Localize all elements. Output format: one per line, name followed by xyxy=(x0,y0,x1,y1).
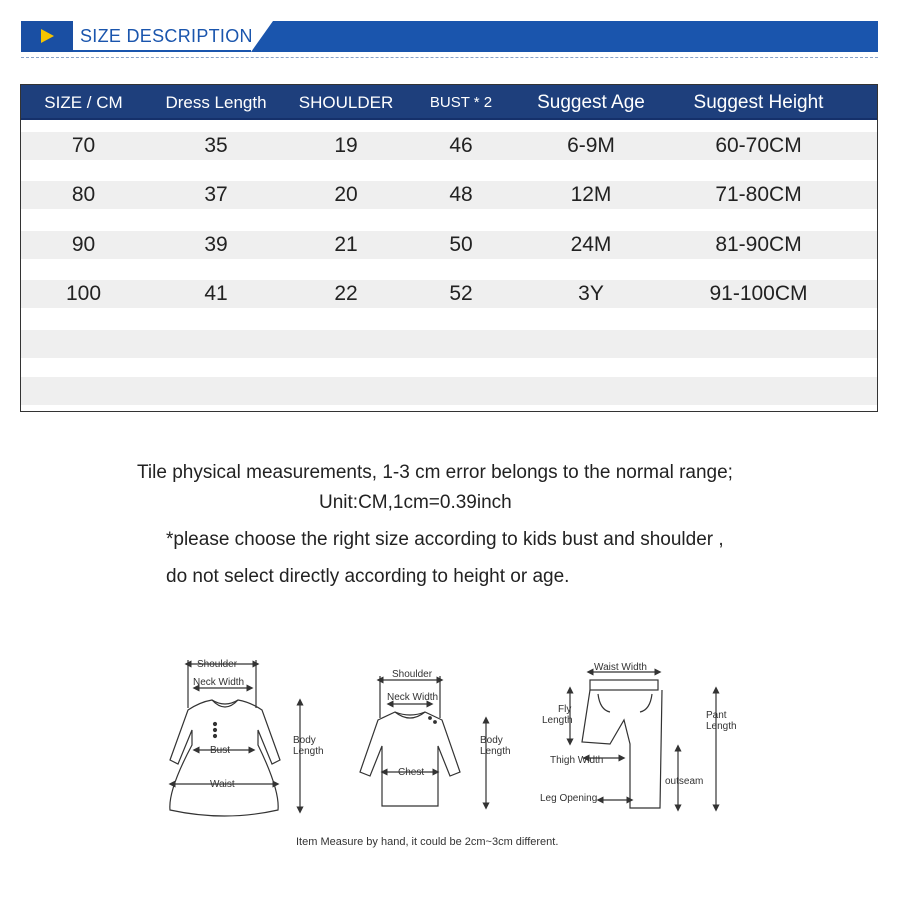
column-header-suggest-age: Suggest Age xyxy=(537,92,645,113)
table-row xyxy=(21,181,877,209)
column-header-size: SIZE / CM xyxy=(44,93,123,112)
table-cell: 48 xyxy=(449,183,473,206)
table-cell: 20 xyxy=(334,183,358,206)
label-shirt-neck: Neck Width xyxy=(387,692,439,703)
table-cell: 46 xyxy=(449,134,473,157)
note-do-not-select: do not select directly according to height or age. xyxy=(166,566,570,587)
table-cell: 24M xyxy=(570,233,612,256)
table-cell: 37 xyxy=(204,183,228,206)
table-row xyxy=(21,132,877,160)
label-pants-fly: Fly xyxy=(558,704,572,715)
label-dress-body: Body xyxy=(293,735,316,746)
table-cell: 52 xyxy=(449,282,473,305)
label-pants-pant: Pant xyxy=(706,710,727,721)
section-title: SIZE DESCRIPTION xyxy=(80,26,253,46)
banner-arrow-box xyxy=(21,21,73,52)
column-header-dress-length: Dress Length xyxy=(165,93,267,112)
table-header xyxy=(21,85,877,120)
banner-tab xyxy=(21,21,251,52)
table-cell: 39 xyxy=(204,233,228,256)
section-banner xyxy=(21,21,878,52)
table-cell: 12M xyxy=(570,183,612,206)
label-dress-neck: Neck Width xyxy=(193,677,245,688)
table-cell: 22 xyxy=(334,282,358,305)
table-cell: 81-90CM xyxy=(715,233,802,256)
note-tolerance: Tile physical measurements, 1-3 cm error belongs to the normal range; xyxy=(137,462,733,483)
table-cell: 19 xyxy=(334,134,358,157)
label-pants-waist: Waist Width xyxy=(594,662,647,673)
banner-notch xyxy=(251,21,273,52)
column-header-suggest-height: Suggest Height xyxy=(693,92,824,113)
table-cell: 35 xyxy=(204,134,228,157)
table-cell: 100 xyxy=(65,282,102,305)
table-row-empty xyxy=(21,330,877,358)
size-table xyxy=(20,84,878,412)
pants-diagram xyxy=(570,672,716,808)
label-pants-leg-opening: Leg Opening xyxy=(540,793,598,804)
label-pants-fly-length: Length xyxy=(542,715,573,726)
table-row xyxy=(21,231,877,259)
table-row-empty xyxy=(21,377,877,405)
table-cell: 50 xyxy=(449,233,473,256)
label-shirt-body: Body xyxy=(480,735,503,746)
column-header-shoulder: SHOULDER xyxy=(298,93,394,112)
measurement-diagrams xyxy=(130,650,770,830)
table-cell: 41 xyxy=(204,282,228,305)
label-dress-length: Length xyxy=(293,746,324,757)
table-cell: 3Y xyxy=(578,282,604,305)
label-dress-shoulder: Shoulder xyxy=(197,659,238,670)
label-shirt-length: Length xyxy=(480,746,511,757)
table-cell: 80 xyxy=(71,183,96,206)
table-cell: 21 xyxy=(334,233,358,256)
table-cell: 6-9M xyxy=(567,134,615,157)
table-cell: 70 xyxy=(71,134,96,157)
table-cell: 60-70CM xyxy=(715,134,802,157)
label-pants-thigh: Thigh Width xyxy=(550,755,604,766)
note-choose-size: *please choose the right size according to kids bust and shoulder , xyxy=(166,529,724,550)
label-dress-bust: Bust xyxy=(210,745,231,756)
table-cell: 91-100CM xyxy=(709,282,808,305)
measure-disclaimer: Item Measure by hand, it could be 2cm~3cm different. xyxy=(296,836,559,848)
label-shirt-shoulder: Shoulder xyxy=(392,669,433,680)
play-arrow-icon xyxy=(41,29,54,43)
label-pants-outseam: outseam xyxy=(665,776,704,787)
label-dress-waist: Waist xyxy=(210,779,235,790)
label-pants-length: Length xyxy=(706,721,737,732)
divider xyxy=(21,57,878,58)
table-cell: 90 xyxy=(71,233,96,256)
note-unit: Unit:CM,1cm=0.39inch xyxy=(319,492,512,513)
column-header-bust: BUST * 2 xyxy=(429,94,493,111)
label-shirt-chest: Chest xyxy=(398,767,425,778)
table-row xyxy=(21,280,877,308)
table-cell: 71-80CM xyxy=(715,183,802,206)
